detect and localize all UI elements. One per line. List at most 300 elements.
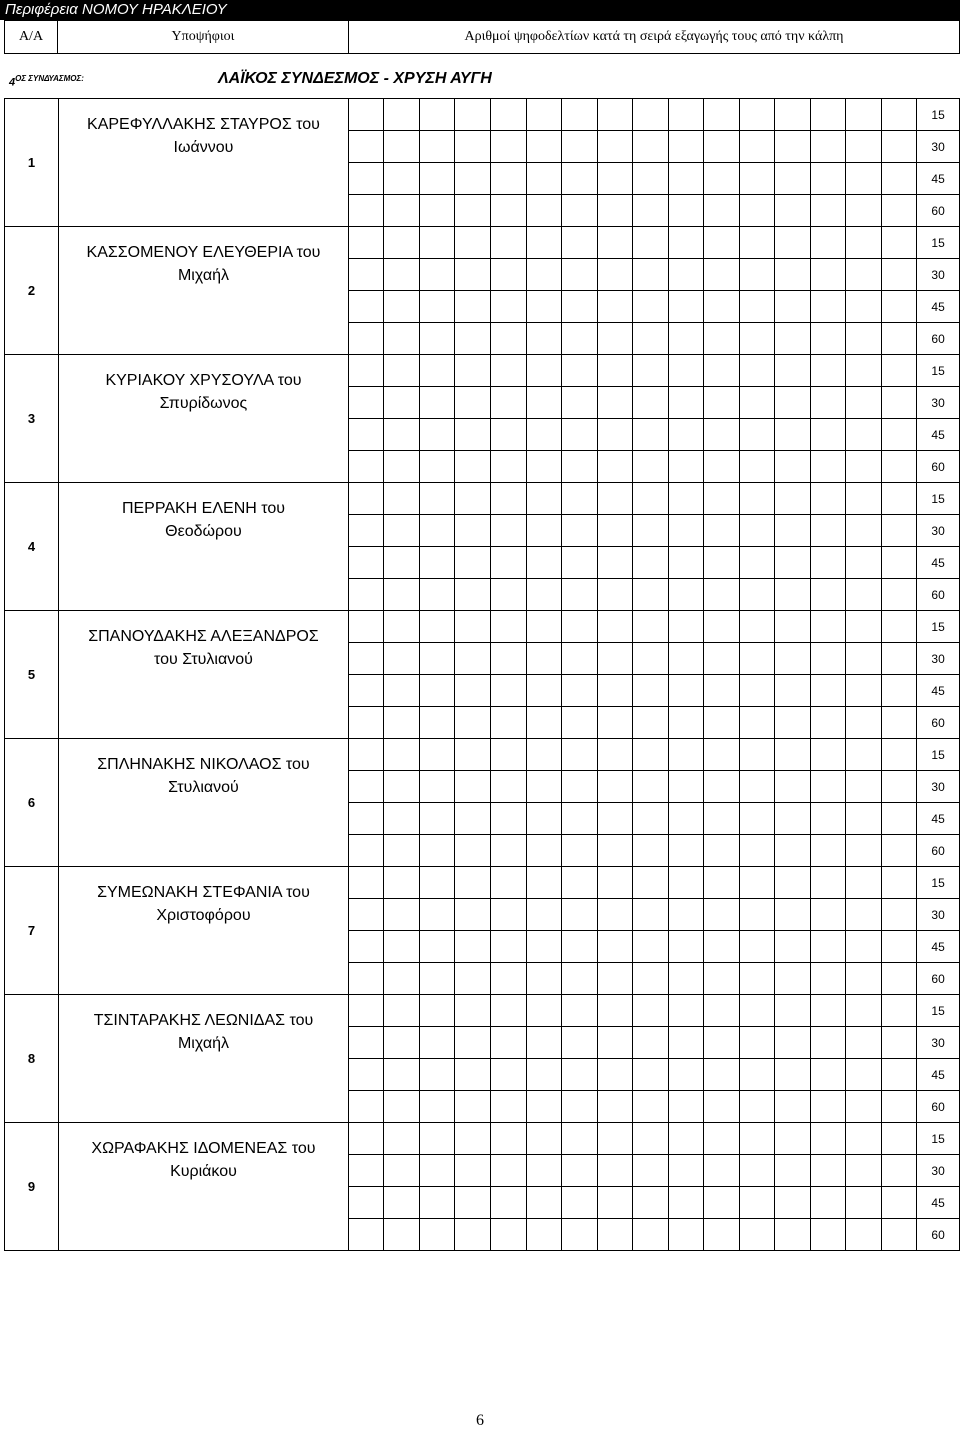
tally-box[interactable] (384, 355, 420, 387)
tally-box[interactable] (419, 899, 455, 931)
tally-box[interactable] (455, 707, 491, 739)
tally-box[interactable] (846, 259, 882, 291)
tally-box[interactable] (348, 963, 384, 995)
tally-box[interactable] (419, 707, 455, 739)
tally-box[interactable] (739, 483, 775, 515)
tally-box[interactable] (846, 1219, 882, 1251)
tally-box[interactable] (597, 259, 633, 291)
tally-box[interactable] (633, 291, 669, 323)
tally-box[interactable] (775, 1155, 811, 1187)
tally-box[interactable] (455, 1155, 491, 1187)
tally-box[interactable] (739, 611, 775, 643)
tally-box[interactable] (704, 835, 740, 867)
tally-box[interactable] (419, 387, 455, 419)
tally-box[interactable] (739, 387, 775, 419)
tally-box[interactable] (739, 131, 775, 163)
tally-box[interactable] (455, 579, 491, 611)
tally-box[interactable] (455, 803, 491, 835)
tally-box[interactable] (810, 195, 846, 227)
tally-box[interactable] (775, 259, 811, 291)
tally-box[interactable] (526, 99, 562, 131)
tally-box[interactable] (419, 451, 455, 483)
tally-box[interactable] (562, 931, 598, 963)
tally-box[interactable] (455, 739, 491, 771)
tally-box[interactable] (455, 1059, 491, 1091)
tally-box[interactable] (633, 707, 669, 739)
tally-box[interactable] (704, 1059, 740, 1091)
tally-box[interactable] (810, 259, 846, 291)
tally-box[interactable] (846, 1187, 882, 1219)
tally-box[interactable] (704, 483, 740, 515)
tally-box[interactable] (846, 643, 882, 675)
tally-box[interactable] (597, 1123, 633, 1155)
tally-box[interactable] (562, 707, 598, 739)
tally-box[interactable] (633, 579, 669, 611)
tally-box[interactable] (384, 579, 420, 611)
tally-box[interactable] (526, 579, 562, 611)
tally-box[interactable] (881, 1123, 917, 1155)
tally-box[interactable] (490, 99, 526, 131)
tally-box[interactable] (704, 739, 740, 771)
tally-box[interactable] (526, 803, 562, 835)
tally-box[interactable] (739, 1123, 775, 1155)
tally-box[interactable] (881, 227, 917, 259)
tally-box[interactable] (419, 355, 455, 387)
tally-box[interactable] (846, 899, 882, 931)
tally-box[interactable] (633, 483, 669, 515)
tally-box[interactable] (562, 1155, 598, 1187)
tally-box[interactable] (881, 419, 917, 451)
tally-box[interactable] (490, 739, 526, 771)
tally-box[interactable] (668, 323, 704, 355)
tally-box[interactable] (810, 707, 846, 739)
tally-box[interactable] (668, 1123, 704, 1155)
tally-box[interactable] (490, 291, 526, 323)
tally-box[interactable] (846, 1155, 882, 1187)
tally-box[interactable] (490, 1027, 526, 1059)
tally-box[interactable] (490, 643, 526, 675)
tally-box[interactable] (775, 867, 811, 899)
tally-box[interactable] (348, 451, 384, 483)
tally-box[interactable] (846, 611, 882, 643)
tally-box[interactable] (562, 1219, 598, 1251)
tally-box[interactable] (348, 931, 384, 963)
tally-box[interactable] (490, 1219, 526, 1251)
tally-box[interactable] (348, 803, 384, 835)
tally-box[interactable] (562, 611, 598, 643)
tally-box[interactable] (881, 131, 917, 163)
tally-box[interactable] (562, 163, 598, 195)
tally-box[interactable] (490, 419, 526, 451)
tally-box[interactable] (490, 163, 526, 195)
tally-box[interactable] (348, 1027, 384, 1059)
tally-box[interactable] (526, 131, 562, 163)
tally-box[interactable] (881, 195, 917, 227)
tally-box[interactable] (668, 195, 704, 227)
tally-box[interactable] (455, 483, 491, 515)
tally-box[interactable] (562, 387, 598, 419)
tally-box[interactable] (775, 1059, 811, 1091)
tally-box[interactable] (775, 899, 811, 931)
tally-box[interactable] (633, 387, 669, 419)
tally-box[interactable] (490, 387, 526, 419)
tally-box[interactable] (633, 995, 669, 1027)
tally-box[interactable] (384, 227, 420, 259)
tally-box[interactable] (881, 611, 917, 643)
tally-box[interactable] (881, 1187, 917, 1219)
tally-box[interactable] (384, 771, 420, 803)
tally-box[interactable] (562, 323, 598, 355)
tally-box[interactable] (597, 803, 633, 835)
tally-box[interactable] (668, 451, 704, 483)
tally-box[interactable] (455, 867, 491, 899)
tally-box[interactable] (881, 707, 917, 739)
tally-box[interactable] (846, 451, 882, 483)
tally-box[interactable] (490, 867, 526, 899)
tally-box[interactable] (348, 195, 384, 227)
tally-box[interactable] (526, 675, 562, 707)
tally-box[interactable] (775, 707, 811, 739)
tally-box[interactable] (597, 451, 633, 483)
tally-box[interactable] (455, 675, 491, 707)
tally-box[interactable] (526, 707, 562, 739)
tally-box[interactable] (668, 355, 704, 387)
tally-box[interactable] (384, 1187, 420, 1219)
tally-box[interactable] (419, 195, 455, 227)
tally-box[interactable] (384, 259, 420, 291)
tally-box[interactable] (739, 1187, 775, 1219)
tally-box[interactable] (810, 835, 846, 867)
tally-box[interactable] (846, 195, 882, 227)
tally-box[interactable] (597, 1059, 633, 1091)
tally-box[interactable] (384, 451, 420, 483)
tally-box[interactable] (810, 131, 846, 163)
tally-box[interactable] (419, 1123, 455, 1155)
tally-box[interactable] (704, 707, 740, 739)
tally-box[interactable] (846, 963, 882, 995)
tally-box[interactable] (490, 675, 526, 707)
tally-box[interactable] (419, 739, 455, 771)
tally-box[interactable] (597, 931, 633, 963)
tally-box[interactable] (562, 771, 598, 803)
tally-box[interactable] (490, 707, 526, 739)
tally-box[interactable] (384, 931, 420, 963)
tally-box[interactable] (384, 995, 420, 1027)
tally-box[interactable] (846, 867, 882, 899)
tally-box[interactable] (526, 739, 562, 771)
tally-box[interactable] (704, 771, 740, 803)
tally-box[interactable] (633, 1123, 669, 1155)
tally-box[interactable] (526, 867, 562, 899)
tally-box[interactable] (775, 579, 811, 611)
tally-box[interactable] (775, 611, 811, 643)
tally-box[interactable] (881, 867, 917, 899)
tally-box[interactable] (739, 195, 775, 227)
tally-box[interactable] (775, 995, 811, 1027)
tally-box[interactable] (562, 419, 598, 451)
tally-box[interactable] (633, 419, 669, 451)
tally-box[interactable] (348, 611, 384, 643)
tally-box[interactable] (384, 323, 420, 355)
tally-box[interactable] (739, 739, 775, 771)
tally-box[interactable] (739, 771, 775, 803)
tally-box[interactable] (455, 611, 491, 643)
tally-box[interactable] (881, 291, 917, 323)
tally-box[interactable] (562, 835, 598, 867)
tally-box[interactable] (668, 163, 704, 195)
tally-box[interactable] (597, 995, 633, 1027)
tally-box[interactable] (419, 163, 455, 195)
tally-box[interactable] (775, 1219, 811, 1251)
tally-box[interactable] (562, 99, 598, 131)
tally-box[interactable] (490, 547, 526, 579)
tally-box[interactable] (597, 547, 633, 579)
tally-box[interactable] (739, 675, 775, 707)
tally-box[interactable] (348, 995, 384, 1027)
tally-box[interactable] (526, 963, 562, 995)
tally-box[interactable] (704, 323, 740, 355)
tally-box[interactable] (562, 227, 598, 259)
tally-box[interactable] (562, 195, 598, 227)
tally-box[interactable] (384, 675, 420, 707)
tally-box[interactable] (775, 131, 811, 163)
tally-box[interactable] (597, 483, 633, 515)
tally-box[interactable] (597, 355, 633, 387)
tally-box[interactable] (455, 1123, 491, 1155)
tally-box[interactable] (739, 899, 775, 931)
tally-box[interactable] (455, 99, 491, 131)
tally-box[interactable] (775, 195, 811, 227)
tally-box[interactable] (562, 259, 598, 291)
tally-box[interactable] (455, 835, 491, 867)
tally-box[interactable] (526, 899, 562, 931)
tally-box[interactable] (562, 739, 598, 771)
tally-box[interactable] (348, 323, 384, 355)
tally-box[interactable] (881, 323, 917, 355)
tally-box[interactable] (490, 611, 526, 643)
tally-box[interactable] (810, 1187, 846, 1219)
tally-box[interactable] (810, 1059, 846, 1091)
tally-box[interactable] (562, 643, 598, 675)
tally-box[interactable] (562, 867, 598, 899)
tally-box[interactable] (704, 195, 740, 227)
tally-box[interactable] (526, 1091, 562, 1123)
tally-box[interactable] (704, 579, 740, 611)
tally-box[interactable] (490, 995, 526, 1027)
tally-box[interactable] (668, 803, 704, 835)
tally-box[interactable] (419, 611, 455, 643)
tally-box[interactable] (881, 99, 917, 131)
tally-box[interactable] (562, 131, 598, 163)
tally-box[interactable] (704, 675, 740, 707)
tally-box[interactable] (881, 483, 917, 515)
tally-box[interactable] (526, 259, 562, 291)
tally-box[interactable] (704, 899, 740, 931)
tally-box[interactable] (633, 515, 669, 547)
tally-box[interactable] (562, 963, 598, 995)
tally-box[interactable] (704, 99, 740, 131)
tally-box[interactable] (739, 547, 775, 579)
tally-box[interactable] (775, 291, 811, 323)
tally-box[interactable] (810, 547, 846, 579)
tally-box[interactable] (348, 579, 384, 611)
tally-box[interactable] (419, 291, 455, 323)
tally-box[interactable] (490, 899, 526, 931)
tally-box[interactable] (775, 803, 811, 835)
tally-box[interactable] (739, 163, 775, 195)
tally-box[interactable] (846, 1091, 882, 1123)
tally-box[interactable] (846, 547, 882, 579)
tally-box[interactable] (384, 99, 420, 131)
tally-box[interactable] (455, 899, 491, 931)
tally-box[interactable] (704, 547, 740, 579)
tally-box[interactable] (775, 227, 811, 259)
tally-box[interactable] (348, 355, 384, 387)
tally-box[interactable] (846, 323, 882, 355)
tally-box[interactable] (668, 419, 704, 451)
tally-box[interactable] (775, 547, 811, 579)
tally-box[interactable] (348, 99, 384, 131)
tally-box[interactable] (668, 483, 704, 515)
tally-box[interactable] (490, 1091, 526, 1123)
tally-box[interactable] (526, 1027, 562, 1059)
tally-box[interactable] (775, 675, 811, 707)
tally-box[interactable] (668, 1219, 704, 1251)
tally-box[interactable] (348, 291, 384, 323)
tally-box[interactable] (881, 579, 917, 611)
tally-box[interactable] (704, 803, 740, 835)
tally-box[interactable] (526, 611, 562, 643)
tally-box[interactable] (846, 99, 882, 131)
tally-box[interactable] (348, 1091, 384, 1123)
tally-box[interactable] (704, 419, 740, 451)
tally-box[interactable] (739, 227, 775, 259)
tally-box[interactable] (810, 1219, 846, 1251)
tally-box[interactable] (384, 195, 420, 227)
tally-box[interactable] (810, 355, 846, 387)
tally-box[interactable] (348, 1123, 384, 1155)
tally-box[interactable] (668, 835, 704, 867)
tally-box[interactable] (810, 323, 846, 355)
tally-box[interactable] (597, 739, 633, 771)
tally-box[interactable] (526, 643, 562, 675)
tally-box[interactable] (526, 771, 562, 803)
tally-box[interactable] (384, 1059, 420, 1091)
tally-box[interactable] (526, 515, 562, 547)
tally-box[interactable] (562, 483, 598, 515)
tally-box[interactable] (881, 547, 917, 579)
tally-box[interactable] (384, 643, 420, 675)
tally-box[interactable] (810, 675, 846, 707)
tally-box[interactable] (810, 579, 846, 611)
tally-box[interactable] (490, 227, 526, 259)
tally-box[interactable] (775, 963, 811, 995)
tally-box[interactable] (348, 387, 384, 419)
tally-box[interactable] (704, 259, 740, 291)
tally-box[interactable] (668, 643, 704, 675)
tally-box[interactable] (881, 515, 917, 547)
tally-box[interactable] (846, 387, 882, 419)
tally-box[interactable] (739, 1027, 775, 1059)
tally-box[interactable] (562, 515, 598, 547)
tally-box[interactable] (846, 803, 882, 835)
tally-box[interactable] (668, 995, 704, 1027)
tally-box[interactable] (633, 643, 669, 675)
tally-box[interactable] (775, 451, 811, 483)
tally-box[interactable] (633, 611, 669, 643)
tally-box[interactable] (526, 323, 562, 355)
tally-box[interactable] (810, 99, 846, 131)
tally-box[interactable] (881, 675, 917, 707)
tally-box[interactable] (455, 1219, 491, 1251)
tally-box[interactable] (739, 995, 775, 1027)
tally-box[interactable] (384, 131, 420, 163)
tally-box[interactable] (846, 355, 882, 387)
tally-box[interactable] (739, 451, 775, 483)
tally-box[interactable] (810, 867, 846, 899)
tally-box[interactable] (597, 611, 633, 643)
tally-box[interactable] (633, 771, 669, 803)
tally-box[interactable] (384, 963, 420, 995)
tally-box[interactable] (633, 739, 669, 771)
tally-box[interactable] (597, 899, 633, 931)
tally-box[interactable] (419, 1187, 455, 1219)
tally-box[interactable] (384, 515, 420, 547)
tally-box[interactable] (597, 771, 633, 803)
tally-box[interactable] (775, 387, 811, 419)
tally-box[interactable] (881, 1155, 917, 1187)
tally-box[interactable] (384, 419, 420, 451)
tally-box[interactable] (704, 163, 740, 195)
tally-box[interactable] (526, 1059, 562, 1091)
tally-box[interactable] (384, 867, 420, 899)
tally-box[interactable] (881, 451, 917, 483)
tally-box[interactable] (846, 1027, 882, 1059)
tally-box[interactable] (597, 131, 633, 163)
tally-box[interactable] (526, 1123, 562, 1155)
tally-box[interactable] (455, 387, 491, 419)
tally-box[interactable] (419, 931, 455, 963)
tally-box[interactable] (419, 419, 455, 451)
tally-box[interactable] (384, 547, 420, 579)
tally-box[interactable] (419, 227, 455, 259)
tally-box[interactable] (348, 707, 384, 739)
tally-box[interactable] (384, 291, 420, 323)
tally-box[interactable] (348, 227, 384, 259)
tally-box[interactable] (348, 835, 384, 867)
tally-box[interactable] (810, 419, 846, 451)
tally-box[interactable] (775, 1187, 811, 1219)
tally-box[interactable] (526, 483, 562, 515)
tally-box[interactable] (455, 1187, 491, 1219)
tally-box[interactable] (739, 1219, 775, 1251)
tally-box[interactable] (739, 707, 775, 739)
tally-box[interactable] (881, 739, 917, 771)
tally-box[interactable] (597, 99, 633, 131)
tally-box[interactable] (526, 995, 562, 1027)
tally-box[interactable] (704, 355, 740, 387)
tally-box[interactable] (597, 643, 633, 675)
tally-box[interactable] (384, 1027, 420, 1059)
tally-box[interactable] (775, 1123, 811, 1155)
tally-box[interactable] (810, 515, 846, 547)
tally-box[interactable] (810, 931, 846, 963)
tally-box[interactable] (526, 931, 562, 963)
tally-box[interactable] (668, 515, 704, 547)
tally-box[interactable] (562, 579, 598, 611)
tally-box[interactable] (419, 1219, 455, 1251)
tally-box[interactable] (490, 1155, 526, 1187)
